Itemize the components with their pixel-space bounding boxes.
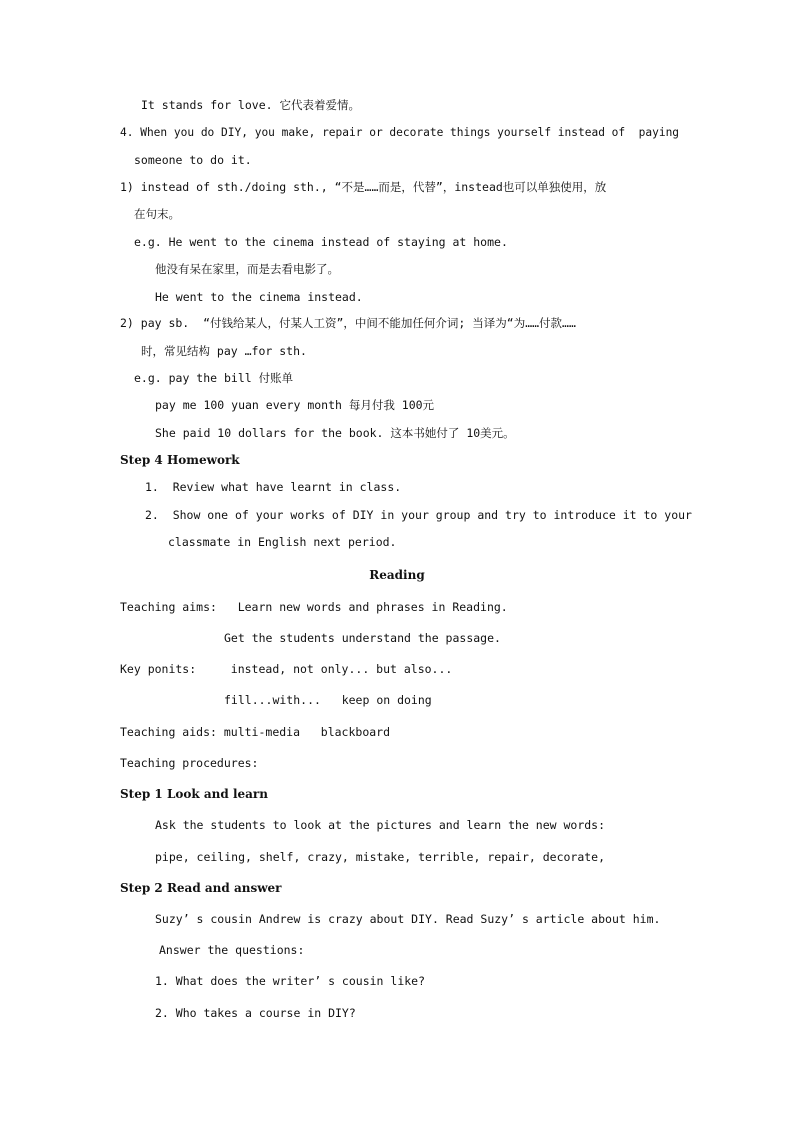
text-line: pay me 100 yuan every month 每月付我 100元 [155,398,435,412]
section-title: Reading [369,568,425,582]
text-line: fill...with... keep on doing [224,693,432,707]
text-line: e.g. pay the bill 付账单 [134,371,294,385]
list-item: 1. What does the writer’ s cousin like? [155,974,426,988]
section-heading: Step 2 Read and answer [120,881,282,895]
text-line: 他没有呆在家里，而是去看电影了。 [155,262,339,276]
text-line: Key ponits: instead, not only... but also... [120,662,453,676]
text-line: She paid 10 dollars for the book. 这本书她付了 10美元。 [155,426,515,440]
text-line: someone to do it. [134,153,252,167]
text-line: Teaching aims: Learn new words and phrases in Reading. [120,600,508,614]
section-heading: Step 4 Homework [120,453,240,467]
text-line: classmate in English next period. [168,535,397,549]
text-line: Suzy’ s cousin Andrew is crazy about DIY. Read Suzy’ s article about him. [155,912,661,926]
text-line: He went to the cinema instead. [155,290,363,304]
list-item: 2. Show one of your works of DIY in your group and try to introduce it to your [145,508,692,522]
text-line: Answer the questions: [159,943,305,957]
text-line: pipe, ceiling, shelf, crazy, mistake, terrible, repair, decorate, [155,850,606,864]
text-line: 2) pay sb. “付钱给某人，付某人工资”，中间不能加任何介词; 当译为“为……付款…… [120,316,576,330]
text-line: Teaching aids: multi-media blackboard [120,725,391,739]
text-line: 在句末。 [134,207,180,221]
section-heading: Step 1 Look and learn [120,787,268,801]
list-item: 1. Review what have learnt in class. [145,480,402,494]
text-line: Get the students understand the passage. [224,631,501,645]
list-item: 2. Who takes a course in DIY? [155,1006,356,1020]
text-line: It stands for love. 它代表着爱情。 [141,98,360,112]
text-line: e.g. He went to the cinema instead of staying at home. [134,235,508,249]
text-line: 1) instead of sth./doing sth., “不是……而是，代替”，instead也可以单独使用，放 [120,180,607,194]
text-line: Teaching procedures: [120,756,259,770]
text-line: 4. When you do DIY, you make, repair or decorate things yourself instead of paying [120,126,680,139]
text-line: Ask the students to look at the pictures and learn the new words: [155,818,606,832]
text-line: 时，常见结构 pay …for sth. [141,344,307,358]
